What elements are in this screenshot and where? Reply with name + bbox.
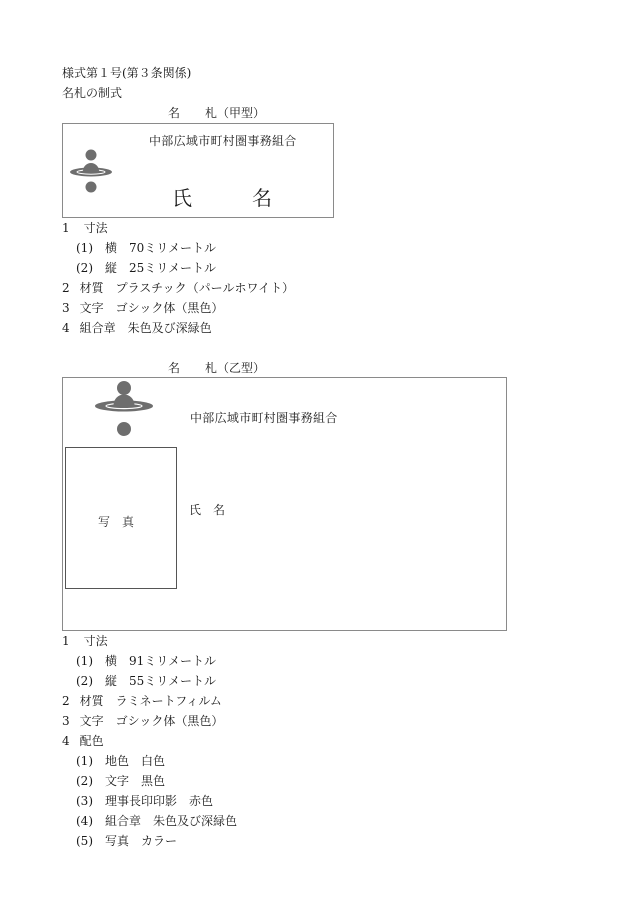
badge-b-spec-4-4: (4) 組合章 朱色及び深緑色 (76, 814, 238, 828)
badge-a-spec-4: 4 組合章 朱色及び深緑色 (62, 321, 212, 335)
badge-a-spec-3: 3 文字 ゴシック体（黒色） (62, 301, 224, 315)
badge-a-card (62, 123, 334, 218)
photo-label: 写 真 (98, 515, 135, 529)
badge-b-spec-1-1: (1) 横 91ミリメートル (76, 654, 217, 668)
badge-b-spec-3: 3 文字 ゴシック体（黒色） (62, 714, 224, 728)
badge-a-spec-1: 1 寸法 (62, 221, 108, 235)
badge-b-card (62, 377, 507, 631)
badge-a-spec-1-1: (1) 横 70ミリメートル (76, 241, 217, 255)
badge-b-spec-4-2: (2) 文字 黒色 (76, 774, 166, 788)
badge-b-spec-1: 1 寸法 (62, 634, 108, 648)
organization-emblem-icon (67, 148, 115, 194)
badge-a-title-left: 名 (168, 106, 181, 120)
badge-b-spec-4: 4 配色 (62, 734, 104, 748)
badge-b-title-right: 札（乙型） (205, 361, 266, 375)
badge-b-title-left: 名 (168, 361, 181, 375)
badge-a-name-given: 名 (252, 186, 272, 210)
document-subtitle: 名札の制式 (62, 86, 123, 100)
photo-placeholder (65, 447, 177, 589)
badge-b-spec-2: 2 材質 ラミネートフィルム (62, 694, 222, 708)
badge-b-spec-4-3: (3) 理事長印印影 赤色 (76, 794, 214, 808)
badge-b-spec-1-2: (2) 縦 55ミリメートル (76, 674, 217, 688)
badge-b-spec-4-5: (5) 写真 カラー (76, 834, 178, 848)
badge-a-org-name: 中部広域市町村圏事務組合 (149, 134, 297, 148)
badge-b-spec-4-1: (1) 地色 白色 (76, 754, 166, 768)
badge-b-org-name: 中部広域市町村圏事務組合 (190, 411, 338, 425)
badge-a-title-right: 札（甲型） (205, 106, 266, 120)
organization-emblem-icon (94, 380, 154, 438)
form-number: 様式第１号(第３条関係) (62, 66, 192, 80)
badge-a-name-surname: 氏 (172, 186, 192, 210)
badge-a-spec-2: 2 材質 プラスチック（パールホワイト） (62, 281, 295, 295)
badge-a-spec-1-2: (2) 縦 25ミリメートル (76, 261, 217, 275)
badge-b-name-label: 氏 名 (189, 503, 226, 517)
